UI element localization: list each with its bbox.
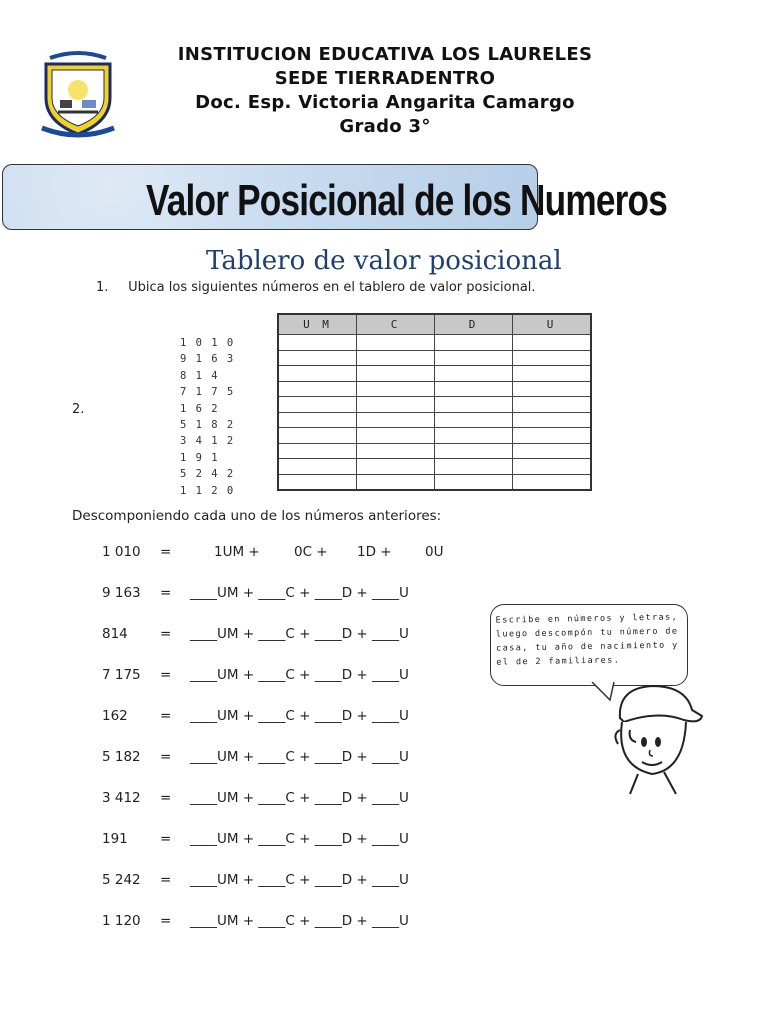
row-u: 0U (425, 544, 444, 560)
number-list (180, 335, 235, 499)
table-cell[interactable] (435, 459, 513, 475)
table-cell[interactable] (357, 335, 435, 351)
row-number: 191 (102, 831, 128, 847)
number-list-item: 1 9 1 (180, 451, 220, 464)
table-row (278, 397, 591, 413)
row-equals: = (160, 667, 172, 683)
table-cell[interactable] (278, 397, 357, 413)
number-list-item: 7 1 7 5 (180, 386, 235, 399)
subtitle: Tablero de valor posicional (206, 246, 562, 276)
row-c: 0C + (294, 544, 328, 560)
row-blank-expression[interactable]: ____UM + ____C + ____D + ____U (190, 913, 409, 929)
table-cell[interactable] (278, 474, 357, 490)
row-blank-expression[interactable]: ____UM + ____C + ____D + ____U (190, 831, 409, 847)
table-cell[interactable] (513, 443, 592, 459)
row-blank-expression[interactable]: ____UM + ____C + ____D + ____U (190, 749, 409, 765)
row-blank-expression[interactable]: ____UM + ____C + ____D + ____U (190, 626, 409, 642)
row-d: 1D + (357, 544, 392, 560)
table-row (278, 381, 591, 397)
row-equals: = (160, 872, 172, 888)
row-equals: = (160, 626, 172, 642)
table-header-cell: U M (278, 314, 357, 335)
table-cell[interactable] (357, 474, 435, 490)
row-equals: = (160, 913, 172, 929)
table-cell[interactable] (513, 335, 592, 351)
table-row (278, 443, 591, 459)
row-equals: = (160, 790, 172, 806)
table-cell[interactable] (357, 428, 435, 444)
table-cell[interactable] (435, 474, 513, 490)
table-row (278, 335, 591, 351)
table-cell[interactable] (278, 428, 357, 444)
table-cell[interactable] (278, 381, 357, 397)
table-cell[interactable] (513, 412, 592, 428)
table-row (278, 428, 591, 444)
decomposition-row (0, 913, 460, 933)
table-cell[interactable] (513, 474, 592, 490)
table-cell[interactable] (513, 350, 592, 366)
school-site: SEDE TIERRADENTRO (274, 68, 496, 89)
table-cell[interactable] (435, 350, 513, 366)
row-number: 7 175 (102, 667, 141, 683)
table-cell[interactable] (357, 366, 435, 382)
row-equals: = (160, 749, 172, 765)
decomposition-row (0, 585, 460, 605)
table-header-cell: U (513, 314, 592, 335)
table-cell[interactable] (435, 381, 513, 397)
table-cell[interactable] (357, 381, 435, 397)
school-name: INSTITUCION EDUCATIVA LOS LAURELES (177, 44, 593, 65)
number-list-item: 5 2 4 2 (180, 468, 235, 481)
row-number: 5 182 (102, 749, 141, 765)
instruction-1 (96, 280, 536, 295)
table-cell[interactable] (513, 397, 592, 413)
decomposition-title: Descomponiendo cada uno de los números anteriores: (72, 508, 442, 524)
decomposition-row (0, 749, 460, 769)
row-number: 9 163 (102, 585, 141, 601)
table-cell[interactable] (357, 443, 435, 459)
row-number: 1 010 (102, 544, 141, 560)
row-equals: = (160, 831, 172, 847)
row-equals: = (160, 544, 172, 560)
row-blank-expression[interactable]: ____UM + ____C + ____D + ____U (190, 872, 409, 888)
banner-title: Valor Posicional de los Numeros (146, 176, 667, 225)
table-cell[interactable] (278, 459, 357, 475)
table-cell[interactable] (513, 381, 592, 397)
table-cell[interactable] (435, 366, 513, 382)
place-value-table (277, 313, 592, 491)
row-number: 1 120 (102, 913, 141, 929)
table-cell[interactable] (435, 335, 513, 351)
decomposition-row-example (0, 544, 460, 564)
decomposition-row (0, 790, 460, 810)
row-number: 5 242 (102, 872, 141, 888)
table-cell[interactable] (513, 366, 592, 382)
table-row (278, 474, 591, 490)
table-cell[interactable] (513, 428, 592, 444)
row-equals: = (160, 708, 172, 724)
row-number: 3 412 (102, 790, 141, 806)
row-um: 1UM + (214, 544, 260, 560)
table-header-cell: D (435, 314, 513, 335)
table-cell[interactable] (435, 412, 513, 428)
table-cell[interactable] (278, 412, 357, 428)
table-cell[interactable] (357, 459, 435, 475)
table-header-cell: C (357, 314, 435, 335)
number-list-item: 1 0 1 0 (180, 337, 235, 349)
school-shield-logo (38, 50, 118, 138)
row-blank-expression[interactable]: ____UM + ____C + ____D + ____U (190, 708, 409, 724)
table-row (278, 412, 591, 428)
grade-label: Grado 3° (339, 116, 431, 137)
row-blank-expression[interactable]: ____UM + ____C + ____D + ____U (190, 667, 409, 683)
table-cell[interactable] (357, 397, 435, 413)
table-cell[interactable] (278, 366, 357, 382)
table-cell[interactable] (357, 350, 435, 366)
row-blank-expression[interactable]: ____UM + ____C + ____D + ____U (190, 790, 409, 806)
speech-bubble-text: Escribe en números y letras, luego descompón tu número de casa, tu año de nacimiento y el de 2 familiares. (495, 612, 679, 668)
number-list-item: 1 1 2 0 (180, 484, 235, 497)
number-list-item: 1 6 2 (180, 402, 220, 415)
decomposition-row (0, 667, 460, 687)
table-cell[interactable] (435, 428, 513, 444)
table-cell[interactable] (278, 350, 357, 366)
number-list-item: 9 1 6 3 (180, 353, 235, 366)
table-cell[interactable] (357, 412, 435, 428)
table-cell[interactable] (435, 443, 513, 459)
table-cell[interactable] (278, 335, 357, 351)
row-equals: = (160, 585, 172, 601)
table-row (278, 366, 591, 382)
item-2-label: 2. (72, 402, 85, 417)
number-list-item: 3 4 1 2 (180, 435, 235, 448)
table-row (278, 350, 591, 366)
number-list-item: 5 1 8 2 (180, 419, 235, 432)
decomposition-row (0, 831, 460, 851)
row-number: 814 (102, 626, 128, 642)
teacher-name: Doc. Esp. Victoria Angarita Camargo (195, 92, 575, 113)
number-list-item: 8 1 4 (180, 369, 220, 382)
decomposition-row (0, 708, 460, 728)
table-cell[interactable] (278, 443, 357, 459)
table-row (278, 459, 591, 475)
table-cell[interactable] (513, 459, 592, 475)
row-number: 162 (102, 708, 128, 724)
decomposition-row (0, 626, 460, 646)
table-cell[interactable] (435, 397, 513, 413)
decomposition-row (0, 872, 460, 892)
instruction-text: Ubica los siguientes números en el tablero de valor posicional. (128, 280, 536, 295)
row-blank-expression[interactable]: ____UM + ____C + ____D + ____U (190, 585, 409, 601)
instruction-number: 1. (96, 280, 109, 295)
boy-cartoon-icon (600, 670, 710, 800)
